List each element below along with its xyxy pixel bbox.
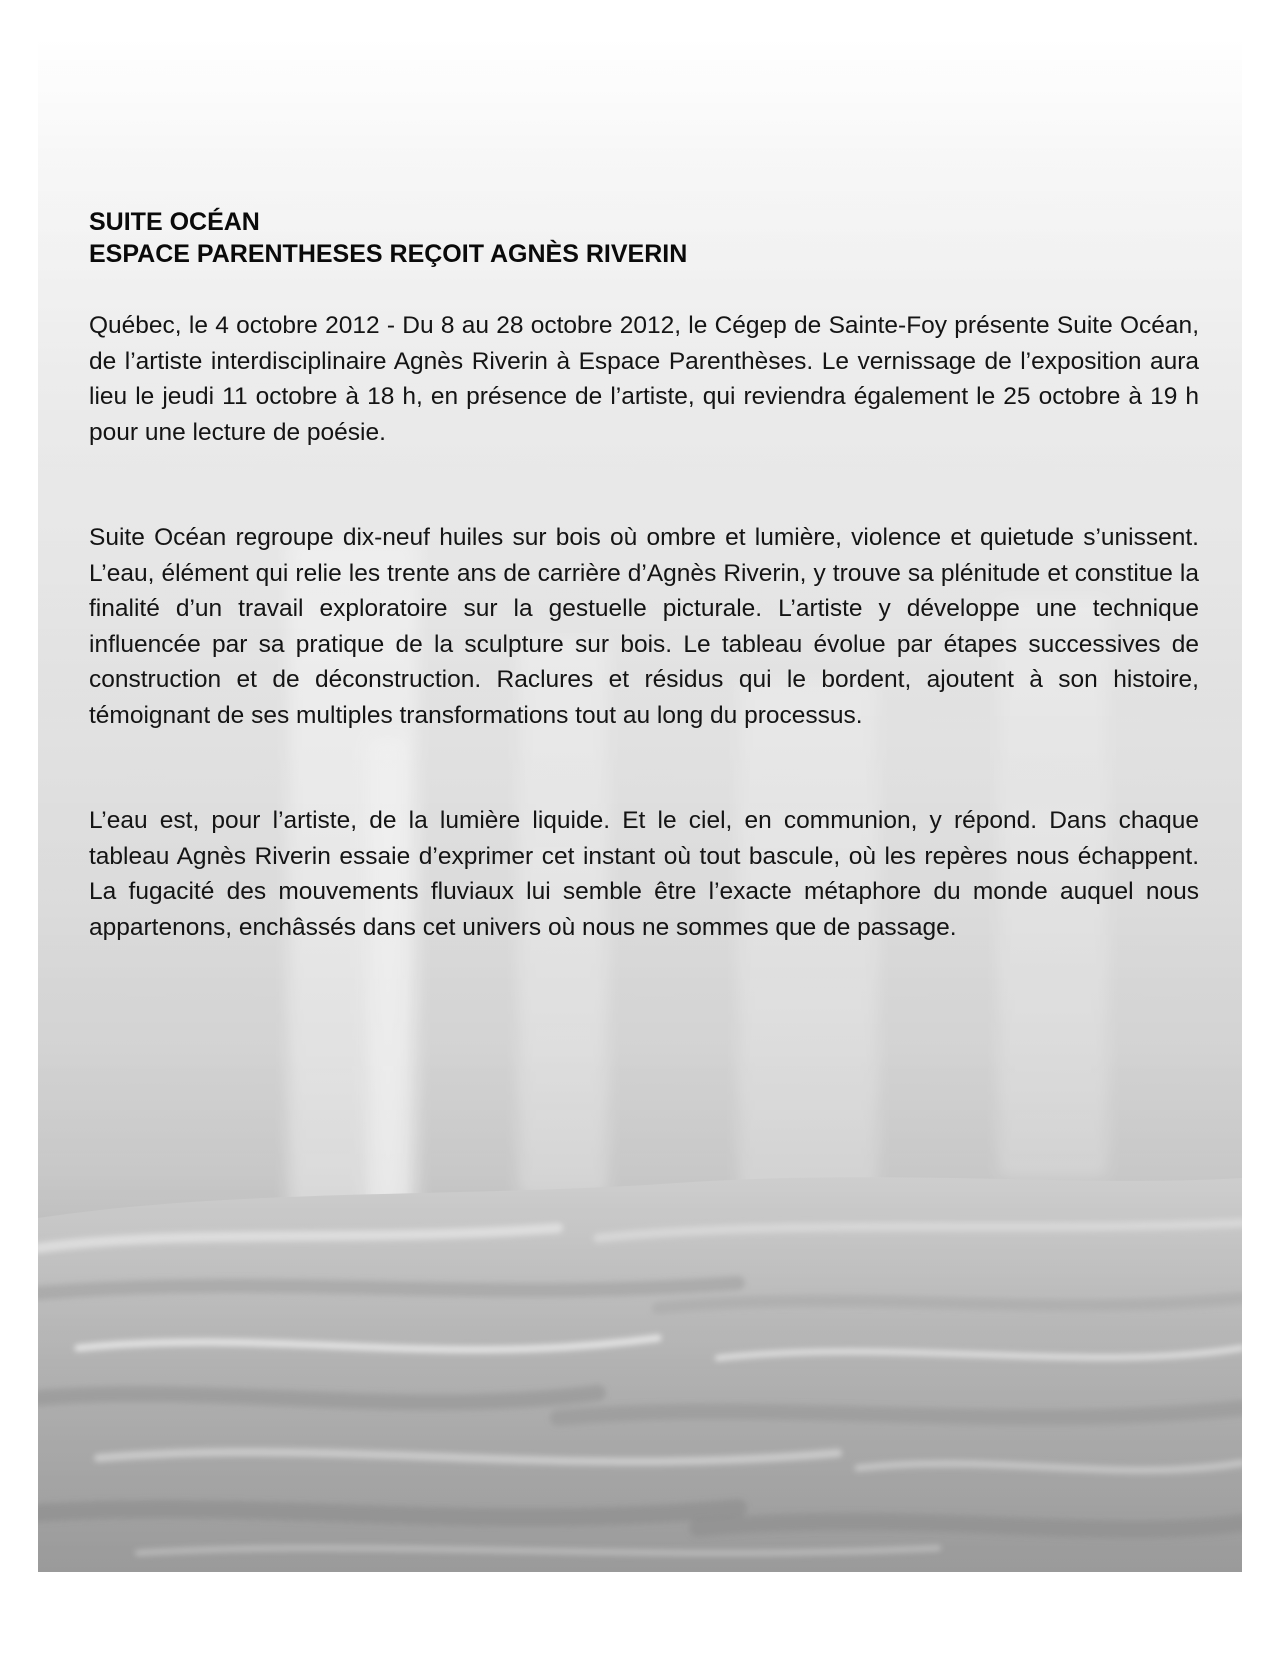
paragraph-2: Suite Océan regroupe dix-neuf huiles sur bois où ombre et lumière, violence et quietude s’unissent. L’eau, élément qui relie les trente ans de carrière d’Agnès Riverin, y trouve sa plénitude et constitue la finalité d’un travail exploratoire sur la gestuelle picturale. L’artiste y développe une technique influencée par sa pratique de la sculpture sur bois. Le tableau évolue par étapes successives de construction et de déconstruction. Raclures et résidus qui le bordent, ajoutent à son histoire, témoignant de ses multiples transformations tout au long du processus. xyxy=(89,524,1199,729)
title-line-2: ESPACE PARENTHESES REÇOIT AGNÈS RIVERIN xyxy=(89,240,688,268)
paragraph-3: L’eau est, pour l’artiste, de la lumière liquide. Et le ciel, en communion, y répond. Dans chaque tableau Agnès Riverin essaie d’exprimer cet instant où tout bascule, où les repères nous échappent. La fugacité des mouvements fluviaux lui semble être l’exacte métaphore du monde auquel nous appartenons, enchâssés dans cet univers où nous ne sommes que de passage. xyxy=(89,807,1199,941)
document-page xyxy=(38,38,1242,1572)
paragraph-1: Québec, le 4 octobre 2012 - Du 8 au 28 octobre 2012, le Cégep de Sainte-Foy présente Suite Océan, de l’artiste interdisciplinaire Agnès Riverin à Espace Parenthèses. Le vernissage de l’exposition aura lieu le jeudi 11 octobre à 18 h, en présence de l’artiste, qui reviendra également le 25 octobre à 19 h pour une lecture de poésie. xyxy=(89,312,1199,446)
press-release-text xyxy=(89,206,1199,945)
title-line-1: SUITE OCÉAN xyxy=(89,208,260,236)
